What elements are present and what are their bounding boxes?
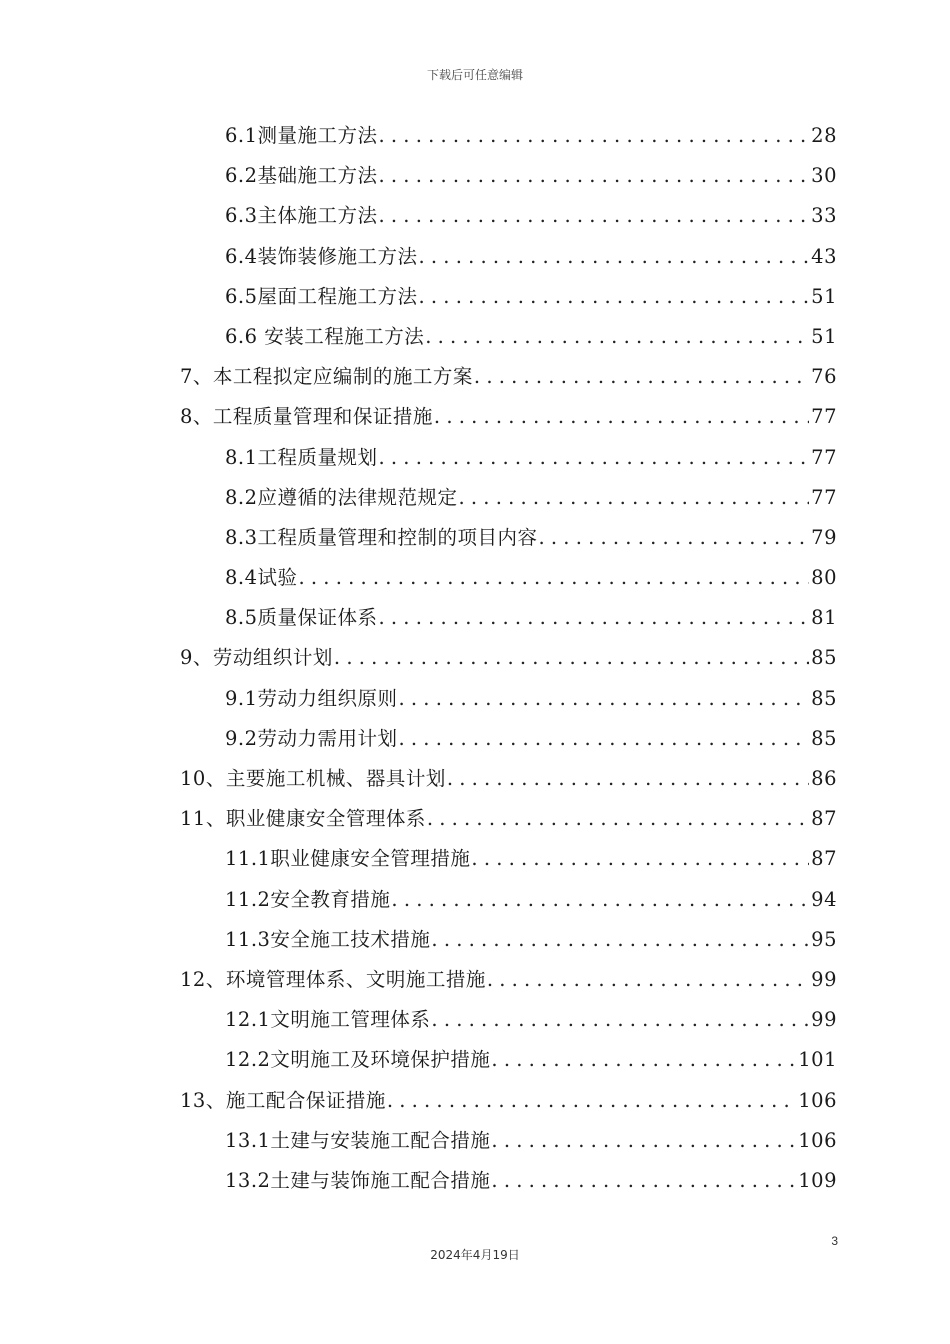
toc-entry-page-number: 33 <box>811 204 837 228</box>
toc-entry[interactable] <box>180 558 837 598</box>
toc-entry-title: 6.2基础施工方法 <box>225 164 378 188</box>
toc-entry-title: 13.1土建与安装施工配合措施 <box>225 1128 491 1152</box>
toc-entry[interactable] <box>180 960 837 1000</box>
toc-entry-page-number: 95 <box>811 927 837 951</box>
toc-entry[interactable] <box>180 277 837 317</box>
toc-entry-page-number: 85 <box>811 646 837 670</box>
toc-dot-leader <box>487 960 809 1000</box>
toc-entry-page-number: 99 <box>811 967 837 991</box>
toc-dot-leader <box>299 558 810 598</box>
toc-entry-title: 13.2土建与装饰施工配合措施 <box>225 1168 491 1192</box>
toc-entry-page-number: 106 <box>798 1128 837 1152</box>
toc-entry-title: 8.3工程质量管理和控制的项目内容 <box>225 525 538 549</box>
toc-entry[interactable] <box>180 397 837 437</box>
toc-entry-title: 12.2文明施工及环境保护措施 <box>225 1048 491 1072</box>
toc-entry[interactable] <box>180 638 837 678</box>
toc-entry[interactable] <box>180 880 837 920</box>
toc-entry[interactable] <box>180 196 837 236</box>
toc-entry-title: 13、施工配合保证措施 <box>180 1088 386 1112</box>
toc-dot-leader <box>387 1081 796 1121</box>
toc-entry-page-number: 77 <box>811 485 837 509</box>
toc-dot-leader <box>431 920 809 960</box>
toc-entry[interactable] <box>180 237 837 277</box>
toc-entry[interactable] <box>180 116 837 156</box>
toc-entry-page-number: 85 <box>811 726 837 750</box>
toc-entry-page-number: 43 <box>811 244 837 268</box>
toc-entry-title: 6.1测量施工方法 <box>225 124 378 147</box>
toc-entry-title: 10、主要施工机械、器具计划 <box>180 767 446 790</box>
toc-entry-page-number: 77 <box>811 405 837 429</box>
toc-dot-leader <box>447 759 809 799</box>
toc-entry-page-number: 76 <box>811 365 837 389</box>
toc-entry[interactable] <box>180 1081 837 1121</box>
toc-dot-leader <box>539 518 810 558</box>
toc-dot-leader <box>434 397 809 437</box>
toc-dot-leader <box>379 156 810 196</box>
toc-entry[interactable] <box>180 357 837 397</box>
toc-dot-leader <box>474 357 809 397</box>
toc-entry-page-number: 79 <box>811 525 837 549</box>
toc-entry-title: 8.5质量保证体系 <box>225 606 378 630</box>
toc-entry-page-number: 85 <box>811 686 837 710</box>
toc-entry-title: 7、本工程拟定应编制的施工方案 <box>180 365 473 389</box>
toc-entry-page-number: 101 <box>798 1048 837 1072</box>
toc-entry-page-number: 86 <box>811 767 837 790</box>
toc-entry-title: 11、职业健康安全管理体系 <box>180 807 426 831</box>
toc-entry[interactable] <box>180 679 837 719</box>
toc-entry-page-number: 30 <box>811 164 837 188</box>
toc-dot-leader <box>419 277 810 317</box>
toc-entry-title: 11.3安全施工技术措施 <box>225 927 431 951</box>
toc-entry[interactable] <box>180 317 837 357</box>
page-number: 3 <box>831 1234 838 1248</box>
toc-entry-page-number: 81 <box>811 606 837 630</box>
toc-entry-title: 6.6 安装工程施工方法 <box>225 324 425 348</box>
toc-entry[interactable] <box>180 156 837 196</box>
toc-entry[interactable] <box>180 478 837 518</box>
toc-dot-leader <box>334 638 809 678</box>
toc-dot-leader <box>431 1000 809 1040</box>
toc-dot-leader <box>491 1040 796 1080</box>
toc-entry-page-number: 109 <box>798 1168 837 1192</box>
toc-dot-leader <box>471 839 809 879</box>
toc-entry[interactable] <box>180 1000 837 1040</box>
toc-entry-title: 9、劳动组织计划 <box>180 646 333 670</box>
toc-entry[interactable] <box>180 1161 837 1201</box>
toc-entry-title: 12、环境管理体系、文明施工措施 <box>180 967 486 991</box>
table-of-contents <box>180 116 837 1201</box>
toc-entry-page-number: 80 <box>811 566 837 590</box>
toc-entry-page-number: 99 <box>811 1008 837 1032</box>
toc-entry-title: 11.2安全教育措施 <box>225 887 391 911</box>
toc-entry-page-number: 51 <box>811 284 837 308</box>
toc-dot-leader <box>491 1121 796 1161</box>
toc-entry[interactable] <box>180 598 837 638</box>
toc-entry-page-number: 106 <box>798 1088 837 1112</box>
page-footer-date: 2024年4月19日 <box>430 1248 520 1262</box>
toc-entry-page-number: 87 <box>811 807 837 831</box>
toc-dot-leader <box>459 478 810 518</box>
toc-dot-leader <box>491 1161 796 1201</box>
page-header: 下载后可任意编辑 <box>426 68 523 82</box>
toc-dot-leader <box>379 598 810 638</box>
toc-entry-page-number: 87 <box>811 847 837 871</box>
toc-entry[interactable] <box>180 839 837 879</box>
toc-entry-page-number: 51 <box>811 324 837 348</box>
toc-dot-leader <box>379 438 810 478</box>
toc-entry-title: 11.1职业健康安全管理措施 <box>225 847 471 871</box>
toc-entry[interactable] <box>180 759 837 799</box>
toc-entry-title: 6.3主体施工方法 <box>225 204 378 228</box>
toc-entry-title: 12.1文明施工管理体系 <box>225 1008 431 1032</box>
toc-dot-leader <box>391 880 809 920</box>
toc-entry-title: 9.2劳动力需用计划 <box>225 726 398 750</box>
toc-entry[interactable] <box>180 1121 837 1161</box>
toc-entry-page-number: 77 <box>811 445 837 469</box>
toc-entry[interactable] <box>180 799 837 839</box>
toc-entry-title: 8.2应遵循的法律规范规定 <box>225 485 458 509</box>
toc-entry[interactable] <box>180 518 837 558</box>
toc-entry[interactable] <box>180 438 837 478</box>
toc-entry[interactable] <box>180 920 837 960</box>
toc-entry[interactable] <box>180 1040 837 1080</box>
toc-entry[interactable] <box>180 719 837 759</box>
toc-entry-page-number: 94 <box>811 887 837 911</box>
toc-entry-title: 8、工程质量管理和保证措施 <box>180 405 433 429</box>
toc-dot-leader <box>399 679 810 719</box>
toc-dot-leader <box>419 237 810 277</box>
toc-dot-leader <box>425 317 809 357</box>
toc-entry-title: 8.4试验 <box>225 566 298 590</box>
toc-dot-leader <box>379 116 810 156</box>
toc-dot-leader <box>379 196 810 236</box>
toc-entry-title: 6.5屋面工程施工方法 <box>225 284 418 308</box>
toc-entry-title: 8.1工程质量规划 <box>225 445 378 469</box>
toc-dot-leader <box>427 799 809 839</box>
toc-entry-title: 9.1劳动力组织原则 <box>225 686 398 710</box>
toc-entry-page-number: 28 <box>811 124 837 147</box>
toc-entry-title: 6.4装饰装修施工方法 <box>225 244 418 268</box>
toc-dot-leader <box>399 719 810 759</box>
